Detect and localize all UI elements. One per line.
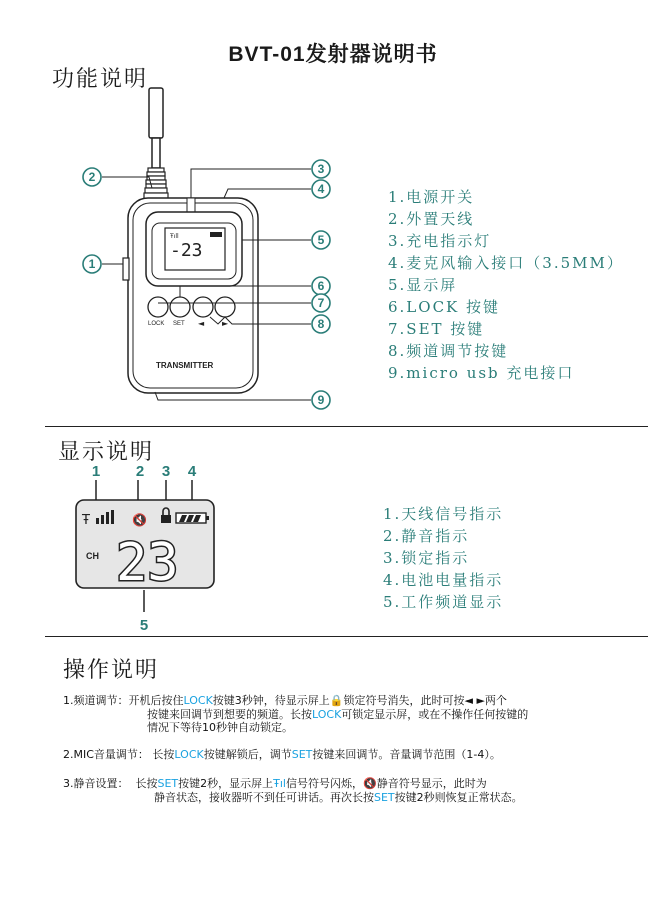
- function-heading: 功能说明: [52, 67, 149, 92]
- antenna-coil: [144, 168, 168, 199]
- left-arrow-icon: ◄: [198, 319, 205, 328]
- function-item: 3.充电指示灯: [388, 232, 492, 250]
- model-name: BVT-01: [228, 43, 306, 66]
- function-item: 1.电源开关: [388, 188, 475, 206]
- display-label-3: 3: [161, 463, 171, 480]
- callout-4: 4: [317, 182, 325, 196]
- op3-text: 静音状态，接收器听不到任可讲话。再次长按: [154, 790, 374, 804]
- callout-8: 8: [317, 317, 325, 331]
- set-label: SET: [173, 321, 185, 327]
- op2-text: 按键来回调节。音量调节范围（1-4）。: [312, 748, 501, 761]
- op3-line1: [63, 777, 487, 791]
- antenna-shaft: [152, 138, 160, 168]
- op1-line2: [147, 708, 528, 722]
- lock-button: [148, 297, 168, 317]
- op2-key-set: SET: [291, 748, 313, 761]
- display-item: 3.锁定指示: [383, 549, 470, 567]
- callout-1: 1: [88, 257, 96, 271]
- operation-instructions: [63, 694, 663, 814]
- channel-left-button: [193, 297, 213, 317]
- channel-number: 23: [116, 533, 179, 593]
- signal-icon: Ŧıl: [273, 777, 286, 790]
- op3-key-set: SET: [157, 777, 179, 790]
- op1-text: 按键3秒钟，待显示屏上: [212, 694, 330, 707]
- operation-heading: 操作说明: [63, 658, 160, 683]
- op3-text: 静音符号显示，此时为: [376, 777, 487, 790]
- display-label-5: 5: [139, 617, 149, 634]
- function-item: 4.麦克风输入接口（3.5MM）: [388, 254, 624, 272]
- set-button: [170, 297, 190, 317]
- display-item: 5.工作频道显示: [383, 593, 504, 611]
- op2-label: 2.MIC音量调节：: [63, 748, 149, 761]
- divider: [45, 426, 648, 427]
- right-arrow-icon: ►: [222, 319, 229, 328]
- op1-text: 锁定符号消失，此时可按◄ ►两个: [343, 694, 507, 707]
- display-item: 2.静音指示: [383, 527, 470, 545]
- title-suffix: 发射器说明书: [305, 42, 438, 66]
- op3-text: 长按: [135, 777, 158, 790]
- divider: [45, 636, 648, 637]
- lcd-battery-icon: [210, 232, 222, 237]
- display-list: [383, 503, 503, 613]
- display-label-4: 4: [187, 463, 197, 480]
- op3-text: 按键2秒则恢复正常状态。: [394, 790, 523, 804]
- antenna-signal-icon: Ŧ: [82, 513, 90, 528]
- op2-text: 长按: [152, 748, 175, 761]
- op1-line1: [63, 694, 507, 708]
- mute-icon: 🔇: [132, 513, 147, 527]
- ch-label: CH: [86, 551, 99, 561]
- mute-icon: 🔇: [363, 777, 377, 790]
- lcd-value: -23: [170, 240, 203, 261]
- op1-label: 1.频道调节：: [63, 694, 129, 707]
- function-item: 2.外置天线: [388, 210, 475, 228]
- op2-line: [63, 748, 501, 762]
- display-item: 1.天线信号指示: [383, 505, 504, 523]
- op2-key-lock: LOCK: [174, 748, 204, 761]
- function-list: [388, 186, 624, 384]
- lock-icon: 🔒: [329, 694, 344, 707]
- op3-label: 3.静音设置：: [63, 777, 129, 790]
- antenna-tip: [149, 88, 163, 138]
- op2-text: 按键解锁后，调节: [203, 748, 292, 761]
- callout-2: 2: [88, 170, 96, 184]
- callout-9: 9: [317, 393, 325, 407]
- display-label-2: 2: [135, 463, 145, 480]
- op3-text: 信号符号闪烁，: [286, 777, 363, 790]
- callout-7: 7: [317, 296, 325, 310]
- function-item: 6.LOCK 按键: [388, 298, 501, 316]
- op3-line2: [154, 791, 523, 805]
- callout-3: 3: [317, 162, 325, 176]
- charge-led: [187, 198, 195, 212]
- callout-6: 6: [317, 279, 325, 293]
- transmitter-diagram: [70, 80, 350, 420]
- brand-label: TRANSMITTER: [156, 361, 214, 370]
- channel-right-button: [215, 297, 235, 317]
- op1-text: 开机后按住: [128, 694, 184, 707]
- function-item: 8.频道调节按键: [388, 342, 509, 360]
- op1-text: 情况下等待10秒钟自动锁定。: [147, 721, 293, 734]
- display-label-1: 1: [91, 463, 101, 480]
- display-diagram: [70, 458, 230, 638]
- op1-text: 可锁定显示屏，或在不操作任何按键的: [341, 707, 529, 721]
- function-item: 5.显示屏: [388, 276, 458, 294]
- display-heading: 显示说明: [58, 440, 155, 465]
- op1-text: 按键来回调节到想要的频道。长按: [147, 707, 312, 721]
- op1-key-lock: LOCK: [312, 707, 342, 721]
- lcd-signal-icon: Ŧıll: [170, 233, 179, 240]
- function-item: 9.micro usb 充电接口: [388, 364, 575, 382]
- op1-line3: [147, 721, 293, 735]
- power-switch: [123, 258, 129, 280]
- op1-key-lock: LOCK: [183, 694, 213, 707]
- display-item: 4.电池电量指示: [383, 571, 504, 589]
- op3-text: 按键2秒，显示屏上: [178, 777, 274, 790]
- callout-5: 5: [317, 233, 325, 247]
- lock-label: LOCK: [148, 321, 165, 327]
- op3-key-set: SET: [374, 790, 395, 804]
- battery-icon: [176, 513, 209, 523]
- function-item: 7.SET 按键: [388, 320, 485, 338]
